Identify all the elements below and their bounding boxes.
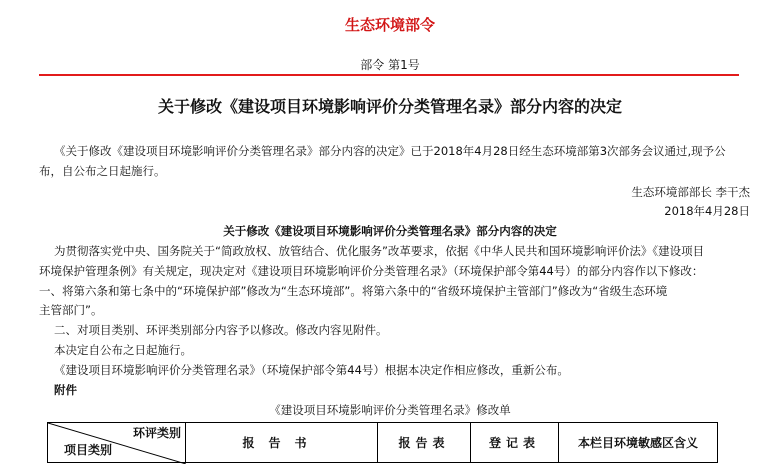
decree-number: 部令 第1号: [360, 58, 420, 72]
document-title: 关于修改《建设项目环境影响评价分类管理名录》部分内容的决定: [157, 97, 622, 116]
issuer-title: 生态环境部令: [344, 16, 435, 34]
table-title: 《建设项目环境影响评价分类管理名录》修改单: [269, 403, 511, 417]
header-registration-form: 登记表: [471, 423, 559, 463]
diagonal-header-cell: [48, 423, 186, 463]
republish-note: 《建设项目环境影响评价分类管理名录》（环境保护部令第44号）根据本决定作相应修改，重新公布。: [54, 363, 569, 377]
header-report: 报告书: [186, 423, 378, 463]
signature-date: 2018年4月28日: [664, 204, 750, 218]
body-para-1-line-1: 为贯彻落实党中央、国务院关于“简政放权、放管结合、优化服务”改革要求，依据《中华人民共和国环境影响评价法》《建设项目: [54, 244, 705, 258]
body-para-1-line-2: 环境保护管理条例》有关规定，现决定对《建设项目环境影响评价分类管理名录》（环境保护部令第44号）的部分内容作以下修改：: [39, 264, 704, 278]
intro-line-1: 《关于修改《建设项目环境影响评价分类管理名录》部分内容的决定》已于2018年4月28日经生态环境部第3次部务会议通过,现予公: [54, 144, 726, 158]
intro-line-2: 布，自公布之日起施行。: [39, 164, 166, 178]
header-report-form: 报告表: [378, 423, 471, 463]
red-divider: [39, 74, 739, 76]
header-project-category: 项目类别: [64, 443, 113, 457]
signature: 生态环境部部长 李干杰: [631, 185, 750, 199]
item-1-line-1: 一、将第六条和第七条中的“环境保护部”修改为“生态环境部”。将第六条中的“省级环境保护主管部门”修改为“省级生态环境: [39, 284, 668, 298]
table-header-row: [48, 423, 718, 463]
item-1-line-2: 主管部门”。: [39, 303, 103, 317]
revision-table: [47, 422, 718, 463]
header-sensitive-area: 本栏目环境敏感区含义: [559, 423, 718, 463]
header-eia-category: 环评类别: [132, 426, 181, 440]
item-2: 二、对项目类别、环评类别部分内容予以修改。修改内容见附件。: [54, 323, 388, 337]
decision-subtitle: 关于修改《建设项目环境影响评价分类管理名录》部分内容的决定: [223, 224, 557, 238]
effective-date-note: 本决定自公布之日起施行。: [54, 343, 192, 357]
attachment-label: 附件: [54, 383, 77, 397]
